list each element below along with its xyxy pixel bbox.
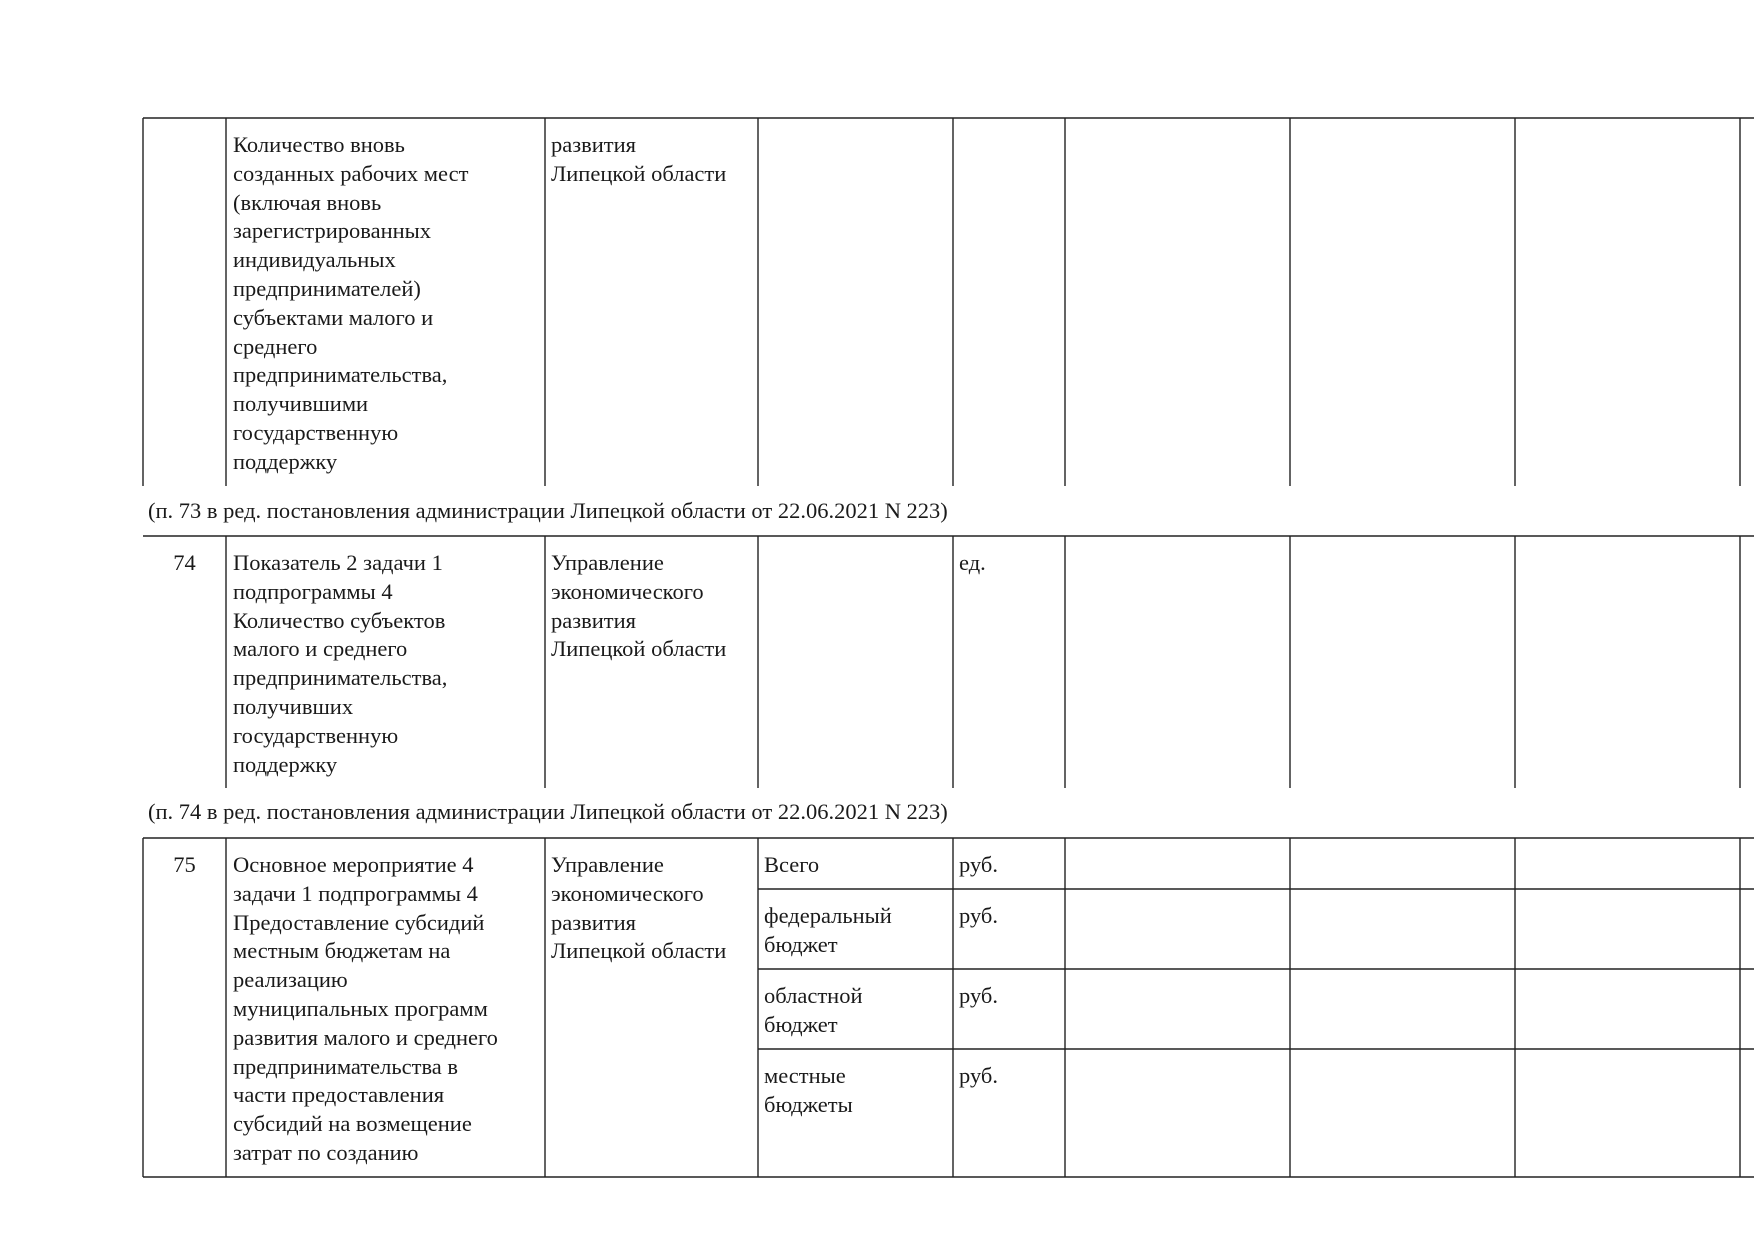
funding-source-local: местные бюджеты [764, 1063, 853, 1117]
funding-unit: руб. [959, 1063, 998, 1088]
responsible-cell: Управление экономического развития Липецкой области [551, 550, 727, 662]
responsible-cell: развития Липецкой области [551, 132, 727, 186]
funding-source-total: Всего [764, 852, 820, 877]
row-number: 75 [173, 852, 196, 877]
responsible-cell: Управление экономического развития Липецкой области [551, 852, 727, 964]
row-number: 74 [173, 550, 196, 575]
indicator-cell: Количество вновь созданных рабочих мест (включая вновь зарегистрированных индивидуальных предпринимателей) субъектами малого и среднего предпринимательства, получившими государственную поддержку [233, 132, 469, 474]
indicator-cell: Показатель 2 задачи 1 подпрограммы 4 Количество субъектов малого и среднего предпринимательства, получивших государственную поддержку [233, 550, 448, 777]
funding-source-regional: областной бюджет [764, 983, 863, 1037]
funding-source-federal: федеральный бюджет [764, 903, 892, 957]
unit-cell: ед. [959, 550, 986, 575]
funding-unit: руб. [959, 983, 998, 1008]
funding-unit: руб. [959, 903, 998, 928]
amendment-note: (п. 74 в ред. постановления администрации Липецкой области от 22.06.2021 N 223) [148, 799, 948, 824]
amendment-note: (п. 73 в ред. постановления администрации Липецкой области от 22.06.2021 N 223) [148, 498, 948, 523]
indicator-cell: Основное мероприятие 4 задачи 1 подпрограммы 4 Предоставление субсидий местным бюджетам на реализацию муниципальных программ развития малого и среднего предпринимательства в части предоставления субсидий на возмещение затрат по созданию [233, 852, 498, 1165]
funding-unit: руб. [959, 852, 998, 877]
